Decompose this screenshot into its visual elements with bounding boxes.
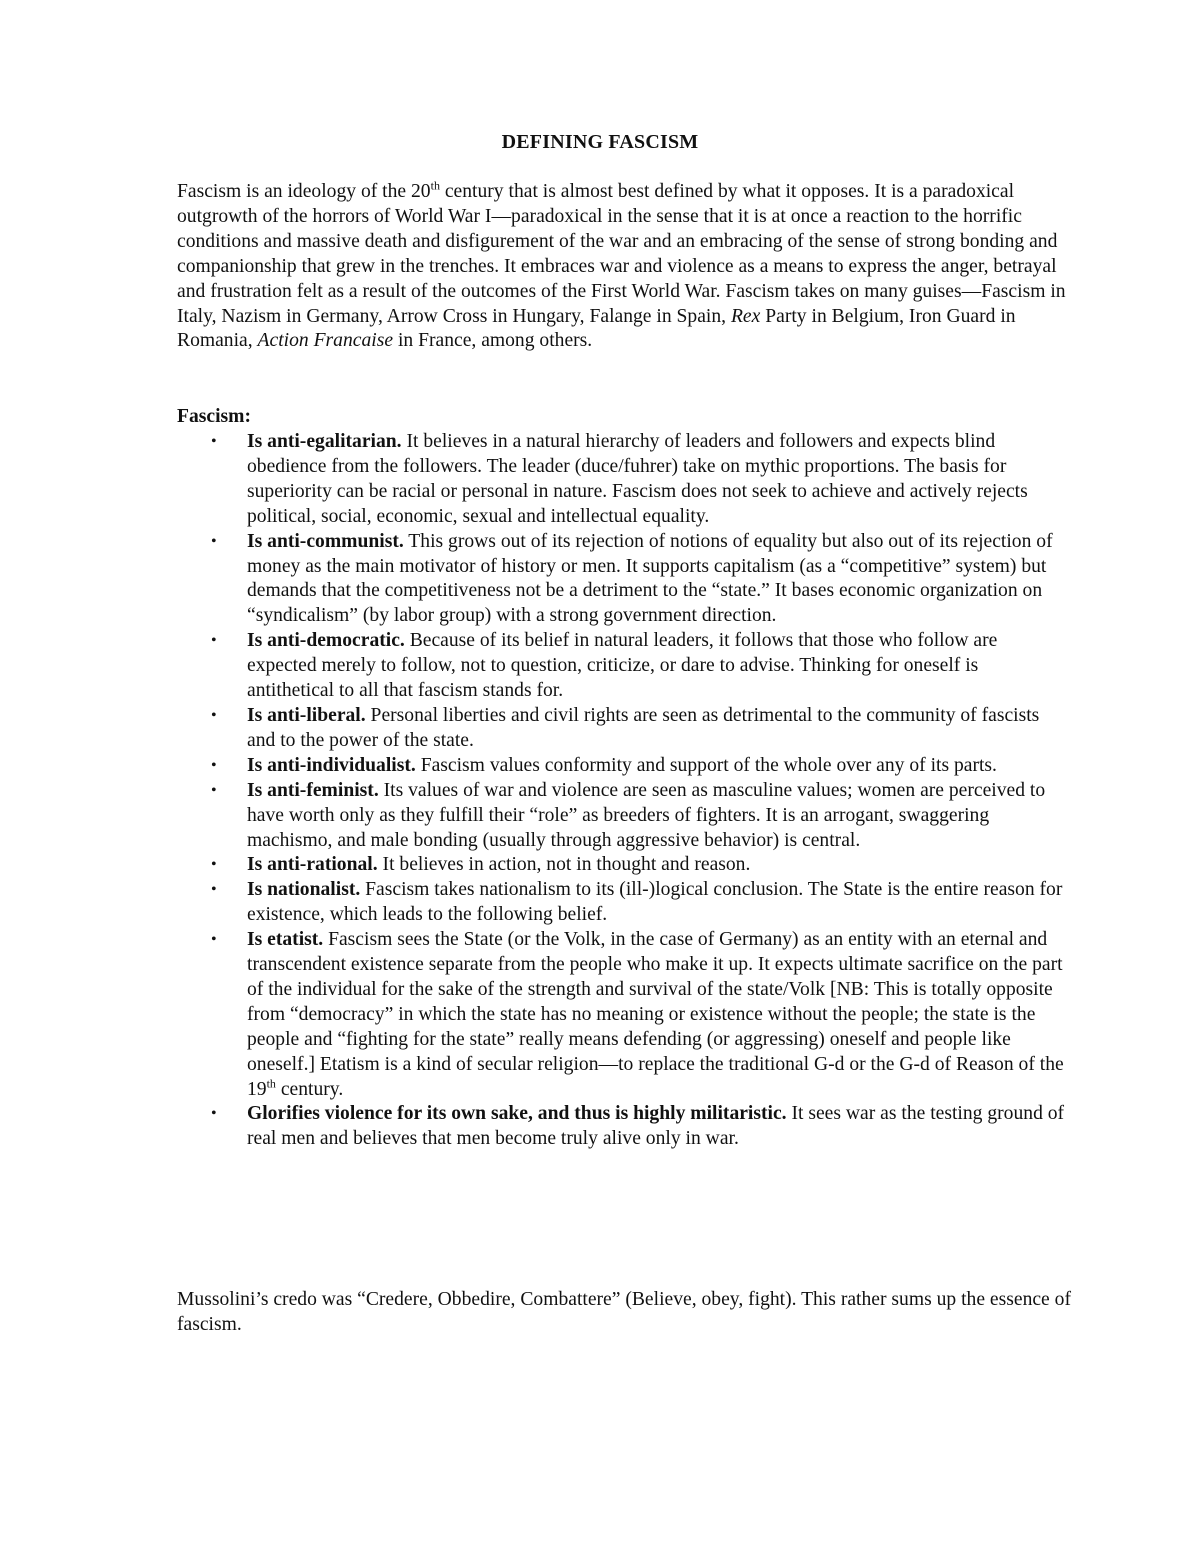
- item-text: This grows out of its rejection of notions of equality but also out of its rejection of money as the main motivator of history or men. It supports capitalism (as a “competitive” system) but demands that the competitiveness not be a detriment to the “state.” It bases economic organization on “syndicalism” (by labor group) with a strong government direction.: [247, 530, 1053, 627]
- item-text: It believes in a natural hierarchy of leaders and followers and expects blind obedience from the followers. The leader (duce/fuhrer) take on mythic proportions. The basis for superiority can be racial or personal in nature. Fascism does not seek to achieve and actively rejects political, social, economic, sexual and intellectual equality.: [247, 431, 1028, 527]
- item-lead: Is anti-rational.: [247, 854, 378, 876]
- list-item: [177, 530, 1067, 630]
- bullet-icon: •: [211, 1105, 217, 1123]
- bullet-icon: •: [211, 781, 217, 799]
- list-item: [177, 1102, 1067, 1152]
- bullet-icon: •: [211, 433, 217, 450]
- item-lead: Is anti-liberal.: [247, 704, 366, 726]
- bullet-icon: •: [211, 856, 217, 874]
- list-item: [177, 779, 1067, 854]
- rex-party-term: Rex: [730, 305, 761, 327]
- intro-text-4: in France, among others.: [393, 330, 593, 352]
- item-superscript: th: [266, 1076, 276, 1091]
- intro-paragraph: [177, 180, 1077, 354]
- item-lead: Is etatist.: [247, 929, 324, 951]
- characteristics-list: [177, 430, 1077, 1152]
- list-item: [177, 754, 1067, 779]
- action-francaise-term: Action Francaise: [257, 330, 394, 352]
- intro-superscript: th: [430, 178, 440, 193]
- item-lead: Is anti-egalitarian.: [247, 431, 402, 452]
- item-lead: Is anti-communist.: [247, 530, 404, 552]
- item-text: Fascism takes nationalism to its (ill-)logical conclusion. The State is the entire reason for existence, which leads to the following belief.: [247, 879, 1063, 926]
- item-text: Fascism values conformity and support of the whole over any of its parts.: [415, 754, 997, 776]
- item-text: It sees war as the testing ground of real men and believes that men become truly alive only in war.: [247, 1103, 1065, 1150]
- item-lead: Is anti-feminist.: [247, 779, 379, 801]
- bullet-icon: •: [211, 756, 217, 774]
- item-text: Its values of war and violence are seen as masculine values; women are perceived to have worth only as they fulfill their “role” as breeders of fighters. It is an arrogant, swaggering machismo, and male bonding (usually through aggressive behavior) is central.: [247, 779, 1046, 851]
- item-text: Because of its belief in natural leaders, it follows that those who follow are expected merely to follow, not to question, criticize, or dare to advise. Thinking for oneself is antithetical to all that fascism stands for.: [247, 630, 998, 702]
- intro-text-3: Party in Belgium, Iron Guard in Romania,: [177, 305, 1016, 352]
- item-lead: Is nationalist.: [247, 879, 361, 901]
- item-lead: Is anti-democratic.: [247, 630, 405, 652]
- list-item: [177, 878, 1067, 928]
- bullet-icon: •: [211, 532, 217, 550]
- bullet-icon: •: [211, 931, 217, 949]
- bullet-icon: •: [211, 706, 217, 724]
- item-text-end: century.: [275, 1078, 344, 1100]
- intro-text-2: century that is almost best defined by what it opposes. It is a paradoxical outgrowth of the horrors of World War I—paradoxical in the sense that it is at once a reaction to the horrific conditions and massive death and disfigurement of the war and an embracing of the sense of strong bonding and companionship that grew in the trenches. It embraces war and violence as a means to express the anger, betrayal and frustration felt as a result of the outcomes of the First World War. Fascism takes on many guises—Fascism in Italy, Nazism in Germany, Arrow Cross in Hungary, Falange in Spain,: [177, 181, 1066, 327]
- closing-paragraph: Mussolini’s credo was “Credere, Obbedire, Combattere” (Believe, obey, fight). This rather sums up the essence of fascism.: [177, 1289, 1071, 1335]
- item-text: It believes in action, not in thought and reason.: [377, 854, 751, 876]
- item-text: Personal liberties and civil rights are seen as detrimental to the community of fascists and to the power of the state.: [247, 704, 1040, 751]
- list-item: [177, 430, 1067, 530]
- bullet-icon: •: [211, 632, 217, 650]
- list-item: [177, 629, 1067, 704]
- item-text: Fascism sees the State (or the Volk, in the case of Germany) as an entity with an eternal and transcendent existence separate from the people who make it up. It expects ultimate sacrifice on the part of the individual for the sake of the strength and survival of the state/Volk [NB: This is totally opposite from “democracy” in which the state has no meaning or existence without the people; the state is the people and “fighting for the state” really means defending (or aggressing) oneself and people like oneself.] Etatism is a kind of secular religion—to replace the traditional G-d or the G-d of Reason of the 19: [247, 929, 1064, 1100]
- document-title: DEFINING FASCISM: [501, 131, 699, 153]
- list-item: [177, 704, 1067, 754]
- intro-text-1: Fascism is an ideology of the 20: [177, 181, 431, 202]
- list-item: [177, 853, 1067, 878]
- item-lead: Glorifies violence for its own sake, and thus is highly militaristic.: [247, 1103, 787, 1125]
- item-lead: Is anti-individualist.: [247, 754, 416, 776]
- list-item: [177, 928, 1067, 1102]
- list-heading: Fascism:: [177, 406, 252, 427]
- bullet-icon: •: [211, 881, 217, 899]
